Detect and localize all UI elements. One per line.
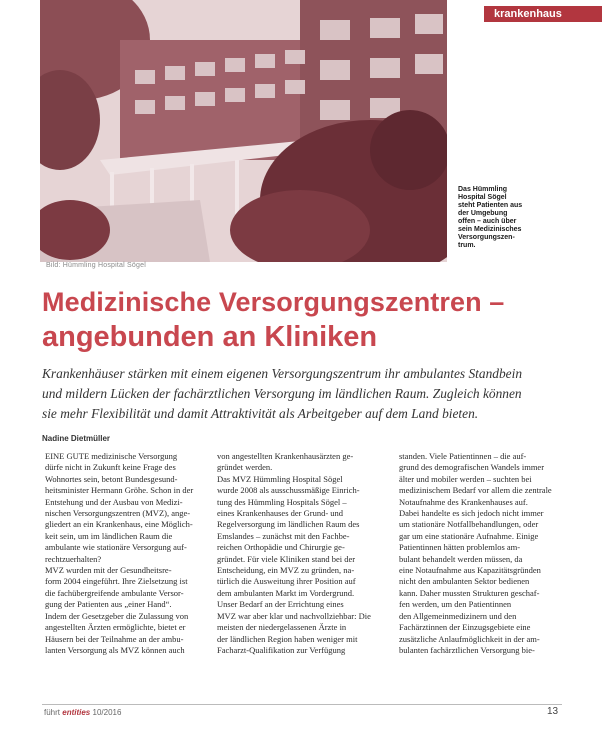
body-text-line: standen. Viele Patientinnen – die auf-: [399, 451, 527, 461]
body-text-line: form 2004 eingeführt. Ihre Zielsetzung ist: [45, 576, 188, 587]
body-text-line: Dabei handelte es sich jedoch nicht immer: [399, 508, 544, 519]
body-text-line: eine Notaufnahme aus Kapazitätsgründen: [399, 565, 541, 576]
body-text-line: gung der Patienten aus „einer Hand“.: [45, 599, 172, 610]
body-text-line: Facharzt-Qualifikation zur Verfügung: [217, 644, 346, 655]
body-text-line: nicht den ambulanten Sektor bedienen: [399, 576, 530, 587]
body-column-1: [45, 451, 208, 656]
photo-credit: Bild: Hümmling Hospital Sögel: [46, 262, 146, 269]
body-text-line: Häusern bei der Teilnahme an der ambu-: [45, 633, 184, 644]
issue-number: 10/2016: [92, 708, 122, 717]
caption-line: steht Patienten aus: [458, 202, 523, 209]
page-number: 13: [547, 706, 559, 717]
body-text-line: gliedert an ein Krankenhaus, eine Möglich-: [45, 519, 193, 530]
footer-divider: [42, 704, 562, 705]
body-text-line: Patientinnen hätten problemlos am-: [399, 542, 521, 553]
body-text-line: um stationäre Notfallbehandlungen, oder: [399, 519, 539, 530]
body-text-line: fen werden, um den Patientinnen: [399, 599, 512, 610]
body-text-line: der ländlichen Region haben weniger mit: [217, 633, 358, 644]
body-text-line: zusätzliche Anlaufmöglichkeit in der am-: [399, 633, 540, 644]
body-text-line: Das MVZ Hümmling Hospital Sögel: [217, 473, 343, 484]
body-column-3: [399, 451, 562, 656]
body-text-line: gründet werden.: [217, 462, 273, 473]
body-text-line: ambulante wie stationäre Versorgung auf-: [45, 542, 187, 553]
caption-line: offen – auch über: [458, 218, 517, 225]
body-text-line: dem ambulanten Markt im Vordergrund.: [217, 587, 355, 598]
caption-line: Das Hümmling: [458, 186, 508, 193]
body-text-line: meisten der niedergelassenen Ärzte in: [217, 622, 347, 633]
body-column-2: [217, 451, 380, 656]
body-text-line: grund des demografischen Wandels immer: [399, 462, 545, 473]
lead-paragraph: [42, 364, 560, 424]
headline-line-2: angebunden an Kliniken: [42, 321, 378, 353]
body-text-line: den Allgemeinmedizinern und den: [399, 610, 517, 621]
body-text-line: Emslandes – zunächst mit den Fachbe-: [217, 530, 350, 541]
body-text-line: Wohnortes sein, betont Bundesgesund-: [45, 473, 178, 484]
body-text-line: eines Krankenhauses der Grund- und: [217, 508, 344, 519]
section-tab: krankenhaus: [484, 6, 602, 22]
body-text-line: Entscheidung, ein MVZ zu gründen, na-: [217, 565, 355, 576]
body-text-line: Fachärztinnen der Einzugsgebiete eine: [399, 622, 531, 633]
body-text-line: kann. Daher mussten Strukturen geschaf-: [399, 587, 540, 598]
headline-line-1: Medizinische Versorgungszentren –: [42, 287, 505, 317]
caption-line: Versorgungszen-: [458, 234, 515, 241]
body-text-line: reichen Orthopädie und Chirurgie ge-: [217, 542, 345, 553]
body-text-line: nischen Versorgungszentren (MVZ), ange-: [45, 508, 191, 519]
body-text-line: heitsminister Hermann Gröhe. Schon in der: [45, 485, 194, 496]
body-text-line: die fachübergreifende ambulante Versor-: [45, 587, 184, 598]
body-text-line: bulant behandelt werden müssen, da: [399, 553, 523, 564]
photo-caption: [458, 186, 548, 250]
caption-line: Hospital Sögel: [458, 194, 507, 201]
hospital-photo: [40, 0, 447, 262]
hospital-building-image: [40, 0, 447, 262]
lead-line: Krankenhäuser stärken mit einem eigenen Versorgungszentrum ihr ambulantes Standbein: [42, 366, 523, 381]
body-text-line: MVZ wurden mit der Gesundheitsre-: [45, 565, 172, 576]
body-text-line: Regelversorgung im ländlichen Raum des: [217, 519, 360, 530]
body-text-line: angestellten Ärzten ermöglichte, bietet er: [45, 622, 186, 633]
body-text-line: wurde 2008 als ausschussmäßige Einrich-: [217, 485, 360, 496]
body-text-line: rechtzuerhalten?: [45, 553, 102, 564]
caption-line: sein Medizinisches: [458, 226, 522, 233]
body-text-line: EINE GUTE medizinische Versorgung: [45, 451, 178, 461]
body-text-line: türlich die Ausweitung ihrer Position auf: [217, 576, 356, 587]
footer-publication: [44, 708, 121, 717]
body-text-line: MVZ war aber klar und nachvollziehbar: Die: [217, 610, 371, 621]
caption-line: trum.: [458, 242, 476, 249]
lead-line: und mildern Lücken der fachärztlichen Versorgung im ländlichen Raum. Zugleich können: [42, 386, 522, 401]
body-text-line: älter und mobiler werden – suchten bei: [399, 473, 532, 484]
author-byline: Nadine Dietmüller: [42, 434, 111, 443]
body-text-line: Indem der Gesetzgeber die Zulassung von: [45, 610, 189, 621]
body-text-line: Notaufnahme des Krankenhauses auf.: [399, 496, 528, 507]
body-text-line: keit sein, um im ländlichen Raum die: [45, 530, 173, 541]
body-text-line: dürfe nicht in Zukunft keine Frage des: [45, 462, 176, 473]
lead-line: sie mehr Flexibilität und damit Attraktivität als Arbeitgeber auf dem Land bieten.: [42, 406, 479, 421]
body-text-line: von angestellten Krankenhausärzten ge-: [217, 451, 354, 461]
caption-line: der Umgebung: [458, 210, 508, 217]
body-text-line: gründet. Für viele Kliniken stand bei der: [217, 553, 356, 564]
footer-prefix: führt: [44, 708, 61, 717]
body-text-line: Entstehung und der Ausbau von Medizi-: [45, 496, 183, 507]
body-text-line: bulanten fachärztlichen Versorgung bie-: [399, 644, 535, 655]
body-text-line: tung des Hümmling Hospitals Sögel –: [217, 496, 347, 507]
body-text-line: gar um eine stationäre Aufnahme. Einige: [399, 530, 539, 541]
body-text-line: medizinischem Bedarf vor allem die zentrale: [399, 485, 552, 496]
magazine-name: entities: [62, 708, 91, 717]
body-text-line: lanten Versorgung als MVZ können auch: [45, 644, 185, 655]
body-text-line: Unser Bedarf an der Errichtung eines: [217, 599, 344, 610]
